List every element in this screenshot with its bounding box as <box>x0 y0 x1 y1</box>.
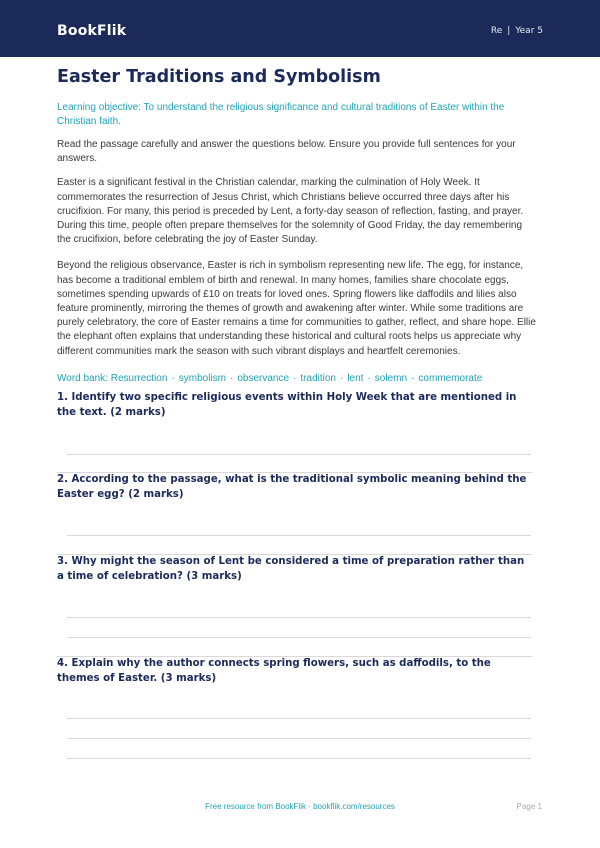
year-label: Year 5 <box>515 26 543 36</box>
passage-paragraph-1: Easter is a significant festival in the Christian calendar, marking the culmination of Holy Week. It commemorates the resurrection of Jesus Christ, which Christians believe occurred three days after his crucifixion. For many, this period is preceded by Lent, a forty-day season of reflection, fasting, and prayer. During this time, people often prepare themselves for the solemnity of Good Friday, the day remembering the crucifixion, before celebrating the joy of Easter Sunday. <box>57 177 524 246</box>
answer-line[interactable] <box>67 718 531 719</box>
question-text: 1. Identify two specific religious events within Holy Week that are mentioned in the text. (2 marks) <box>57 392 517 418</box>
subject-year-label <box>491 26 543 36</box>
page-header <box>0 0 600 57</box>
page-number: Page 1 <box>516 802 542 811</box>
word-separator: · <box>411 372 415 384</box>
word-bank-word: solemn <box>374 372 408 384</box>
word-separator: · <box>367 372 371 384</box>
word-bank-word: observance <box>237 372 290 384</box>
question-2 <box>57 472 532 502</box>
word-bank-word: tradition <box>300 372 336 384</box>
question-1 <box>57 390 532 420</box>
footer-credit[interactable]: Free resource from BookFlik · bookflik.com/resources <box>205 802 395 811</box>
question-text: 2. According to the passage, what is the traditional symbolic meaning behind the Easter egg? (2 marks) <box>57 474 527 500</box>
answer-line[interactable] <box>67 738 531 739</box>
answer-line[interactable] <box>67 758 531 759</box>
learning-objective: Learning objective: To understand the religious significance and cultural traditions of Easter within the Christian faith. <box>57 102 505 127</box>
question-4 <box>57 656 532 686</box>
word-bank-word: commemorate <box>418 372 483 384</box>
word-separator: · <box>339 372 344 384</box>
answer-line[interactable] <box>67 454 531 455</box>
answer-line[interactable] <box>67 617 531 618</box>
worksheet-body <box>57 66 537 386</box>
word-bank <box>57 372 537 386</box>
page-title: Easter Traditions and Symbolism <box>57 67 381 87</box>
word-separator: · <box>171 372 175 384</box>
word-bank-word: symbolism <box>178 372 227 384</box>
word-bank-label: Word bank: <box>57 372 108 384</box>
word-bank-word: Resurrection <box>110 372 168 384</box>
word-separator: · <box>293 372 297 384</box>
word-bank-word: lent <box>347 372 364 384</box>
question-text: 4. Explain why the author connects spring flowers, such as daffodils, to the themes of Easter. (3 marks) <box>57 658 491 684</box>
question-3 <box>57 554 532 584</box>
word-separator: · <box>230 372 234 384</box>
brand-logo[interactable]: BookFlik <box>57 23 127 39</box>
answer-line[interactable] <box>67 637 531 638</box>
answer-line[interactable] <box>67 535 531 536</box>
instructions: Read the passage carefully and answer the questions below. Ensure you provide full sentences for your answers. <box>57 139 516 165</box>
question-text: 3. Why might the season of Lent be considered a time of preparation rather than a time of celebration? (3 marks) <box>57 556 525 582</box>
passage-paragraph-2: Beyond the religious observance, Easter is rich in symbolism representing new life. The egg, for instance, has become a traditional emblem of birth and renewal. In many homes, families share chocolate eggs, sometimes spending upwards of £10 on treats for loved ones. Spring flowers like daffodils and lilies also feature prominently, mirroring the themes of growth and awakening after winter. While some traditions are purely celebratory, the core of Easter remains a time for communities to gather, reflect, and share hope. Ellie the elephant often explains that understanding these historical and cultural roots helps us appreciate why different communities mark the season with such vibrant displays and heartfelt ceremonies. <box>57 260 536 357</box>
meta-separator: | <box>507 26 511 36</box>
subject-label: Re <box>490 26 503 36</box>
